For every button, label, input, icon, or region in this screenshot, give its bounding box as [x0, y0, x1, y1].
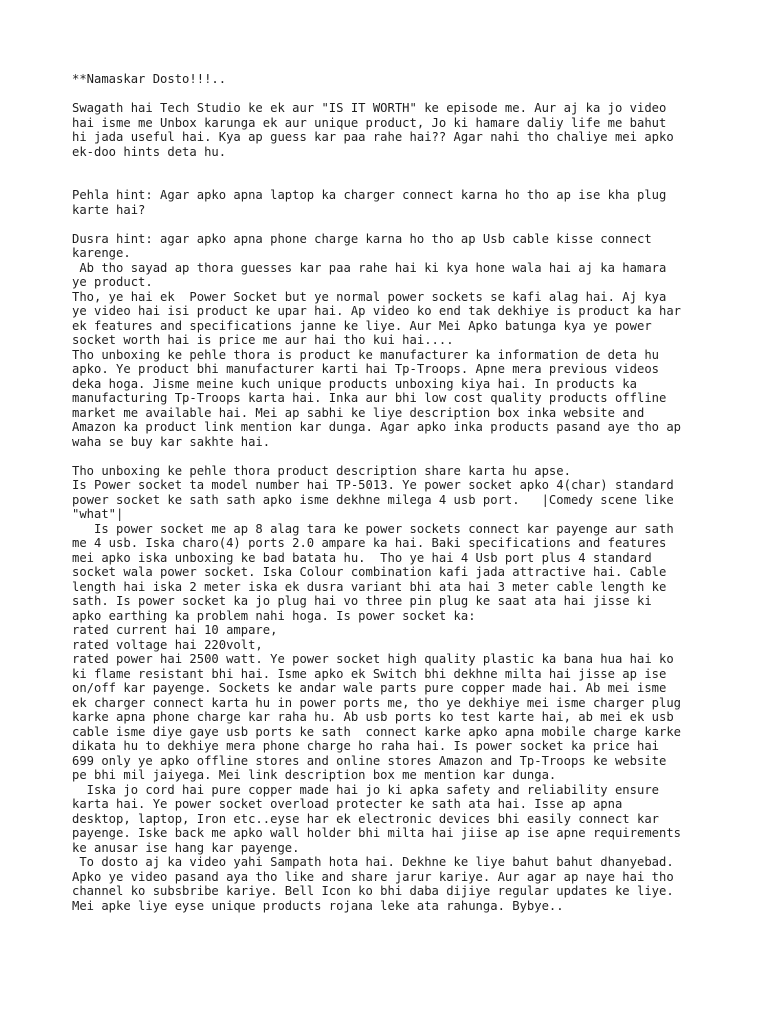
document-line: Tho unboxing ke pehle thora is product ke manufacturer ka information de deta hu: [72, 347, 659, 362]
document-line: sath. Is power socket ka jo plug hai vo three pin plug ke saat ata hai jisse ki: [72, 594, 652, 608]
document-line: Amazon ka product link mention kar dunga. Agar apko inka products pasand aye tho ap: [72, 420, 682, 434]
document-line: [72, 87, 752, 102]
document-line: ye product.: [72, 275, 153, 289]
document-line: ek-doo hints deta hu.: [72, 144, 227, 159]
document-line: ek features and specifications janne ke liye. Aur Mei Apko batunga kya ye power: [72, 318, 652, 333]
document-line: socket wala power socket. Iska Colour combination kafi jada attractive hai. Cable: [72, 565, 667, 579]
document-line: hai isme me Unbox karunga ek aur unique product, Jo ki hamare daliy life me bahut: [72, 115, 667, 130]
document-line: waha se buy kar sakhte hai.: [72, 434, 271, 449]
document-line: socket worth hai is price me aur hai tho kui hai....: [72, 333, 454, 347]
document-line: cable isme diye gaye usb ports ke sath connect karke apko apna mobile charge karke: [72, 724, 682, 739]
document-line: [72, 449, 752, 464]
document-line: ki flame resistant bhi hai. Isme apko ek Switch bhi dekhne milta hai jisse ap ise: [72, 666, 667, 681]
document-line: rated voltage hai 220volt,: [72, 637, 263, 652]
document-line: deka hoga. Jisme meine kuch unique products unboxing kiya hai. In products ka: [72, 376, 637, 391]
document-line: Is Power socket ta model number hai TP-5013. Ye power socket apko 4(char) standard: [72, 478, 674, 492]
document-line: [72, 174, 752, 189]
document-line: manufacturing Tp-Troops karta hai. Inka aur bhi low cost quality products offline: [72, 391, 667, 405]
document-line: rated power hai 2500 watt. Ye power socket high quality plastic ka bana hua hai ko: [72, 652, 674, 666]
document-line: rated current hai 10 ampare,: [72, 623, 278, 637]
document-line: Mei apke liye eyse unique products rojana leke ata rahunga. Bybye..: [72, 898, 564, 913]
document-line: ye video hai isi product ke upar hai. Ap video ko end tak dekhiye is product ka har: [72, 304, 682, 318]
document-line: length hai iska 2 meter iska ek dusra variant bhi ata hai 3 meter cable length ke: [72, 579, 667, 594]
document-line: [72, 159, 752, 174]
document-line: pe bhi mil jaiyega. Mei link description box me mention kar dunga.: [72, 768, 557, 782]
document-line: Tho unboxing ke pehle thora product description share karta hu apse.: [72, 463, 571, 478]
document-line: channel ko subsbribe kariye. Bell Icon ko bhi daba dijiye regular updates ke liye.: [72, 884, 674, 898]
document-line: Apko ye video pasand aya tho like and share jarur kariye. Aur agar ap naye hai tho: [72, 869, 674, 884]
document-line: market me available hai. Mei ap sabhi ke liye description box inka website and: [72, 405, 645, 420]
document-line: [72, 217, 752, 232]
document-line: karta hai. Ye power socket overload protecter ke sath ata hai. Isse ap apna: [72, 797, 623, 811]
document-line: power socket ke sath sath apko isme dekhne milega 4 usb port. |Comedy scene like: [72, 492, 674, 507]
document-line: Is power socket me ap 8 alag tara ke power sockets connect kar payenge aur sath: [72, 521, 674, 536]
document-line: Swagath hai Tech Studio ke ek aur "IS IT WORTH" ke episode me. Aur aj ka jo video: [72, 101, 667, 115]
document-line: karke apna phone charge kar raha hu. Ab usb ports ko test karte hai, ab mei ek usb: [72, 710, 674, 724]
document-line: on/off kar payenge. Sockets ke andar wale parts pure copper made hai. Ab mei isme: [72, 681, 667, 695]
document-line: dikata hu to dekhiye mera phone charge ho raha hai. Is power socket ka price hai: [72, 739, 659, 753]
document-line: Dusra hint: agar apko apna phone charge karna ho tho ap Usb cable kisse connect: [72, 231, 652, 246]
document-line: Iska jo cord hai pure copper made hai jo ki apka safety and reliability ensure: [72, 782, 659, 797]
document-line: **Namaskar Dosto!!!..: [72, 72, 227, 86]
document-line: apko earthing ka problem nahi hoga. Is power socket ka:: [72, 608, 476, 623]
document-line: karte hai?: [72, 202, 146, 217]
document-line: 699 only ye apko offline stores and online stores Amazon and Tp-Troops ke website: [72, 753, 667, 768]
document-line: mei apko iska unboxing ke bad batata hu. Tho ye hai 4 Usb port plus 4 standard: [72, 550, 652, 565]
document-line: Ab tho sayad ap thora guesses kar paa rahe hai ki kya hone wala hai aj ka hamara: [72, 260, 667, 275]
document-line: desktop, laptop, Iron etc..eyse har ek electronic devices bhi easily connect kar: [72, 811, 659, 826]
document-line: me 4 usb. Iska charo(4) ports 2.0 ampare ka hai. Baki specifications and features: [72, 536, 667, 550]
document-line: "what"|: [72, 507, 124, 521]
document-line: apko. Ye product bhi manufacturer karti hai Tp-Troops. Apne mera previous videos: [72, 362, 659, 376]
document-line: karenge.: [72, 246, 131, 260]
document-line: Pehla hint: Agar apko apna laptop ka charger connect karna ho tho ap ise kha plug: [72, 188, 667, 202]
document-line: ke anusar ise hang kar payenge.: [72, 840, 300, 855]
document-body: [72, 72, 752, 913]
document-line: hi jada useful hai. Kya ap guess kar paa rahe hai?? Agar nahi tho chaliye mei apko: [72, 130, 674, 144]
document-line: ek charger connect karta hu in power ports me, tho ye dekhiye mei isme charger plug: [72, 695, 682, 710]
document-line: payenge. Iske back me apko wall holder bhi milta hai jiise ap ise apne requirements: [72, 826, 682, 840]
document-line: To dosto aj ka video yahi Sampath hota hai. Dekhne ke liye bahut bahut dhanyebad.: [72, 855, 674, 869]
document-line: Tho, ye hai ek Power Socket but ye normal power sockets se kafi alag hai. Aj kya: [72, 289, 667, 304]
